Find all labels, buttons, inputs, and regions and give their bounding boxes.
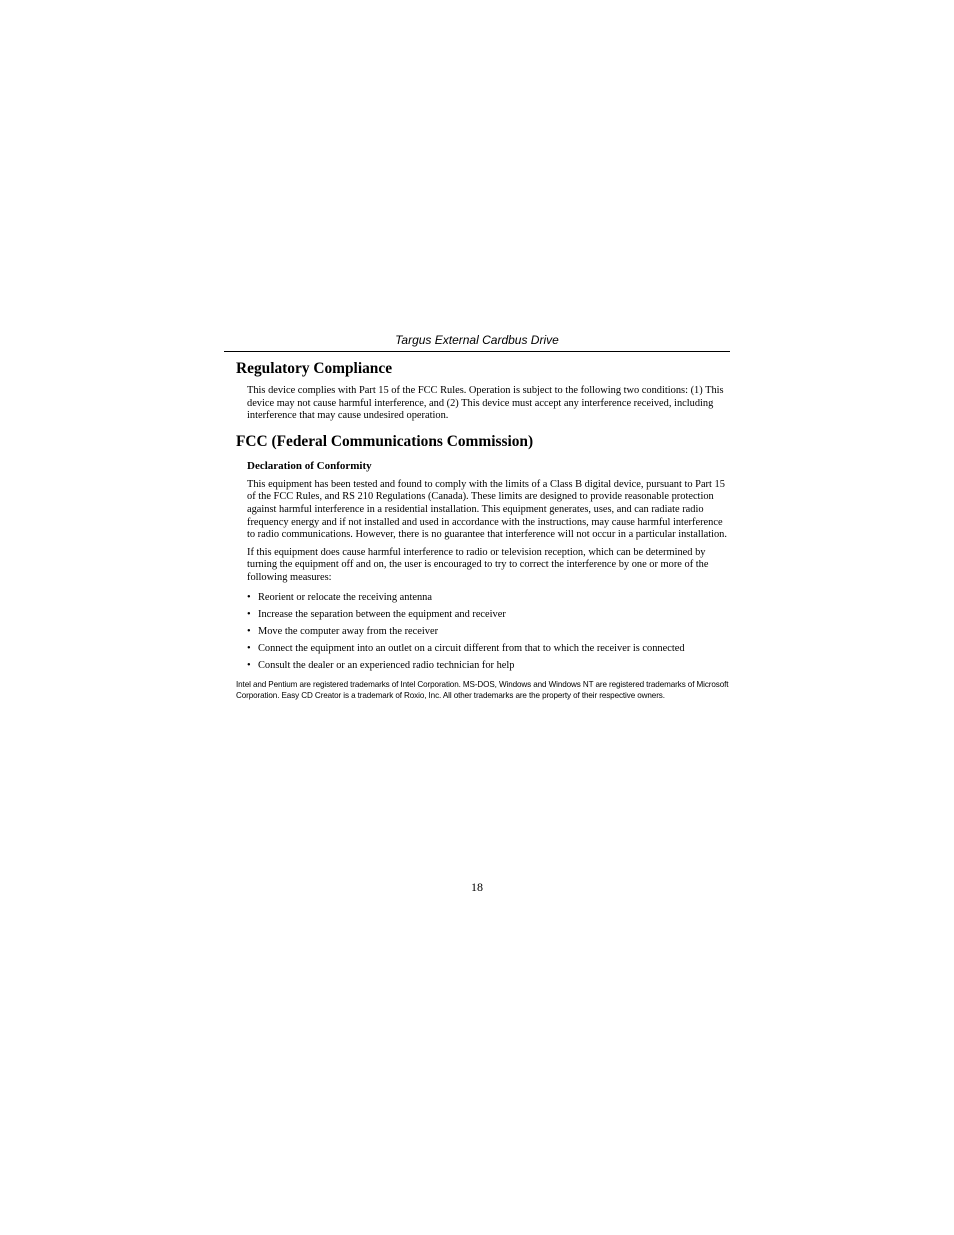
list-item-text: Increase the separation between the equipment and receiver — [258, 608, 506, 620]
page-content — [236, 358, 730, 702]
list-item — [247, 608, 730, 621]
fcc-paragraph-2: If this equipment does cause harmful interference to radio or television reception, which can be determined by turning the equipment off and on, the user is encouraged to try to correct the interference by one or more of the following measures: — [247, 546, 709, 583]
list-item-text: Consult the dealer or an experienced radio technician for help — [258, 659, 515, 671]
regulatory-compliance-body — [247, 385, 730, 423]
page-number: 18 — [471, 880, 483, 894]
list-item — [247, 659, 730, 672]
fcc-paragraph-1: This equipment has been tested and found to comply with the limits of a Class B digital device, pursuant to Part 15 of the FCC Rules, and RS 210 Regulations (Canada). These limits are designed to provide reasonable protection against harmful interference in a residential installation. This equipment generates, uses, and can radiate radio frequency energy and if not installed and used in accordance with the instructions, may cause harmful interference to radio communications. However, there is no guarantee that interference will not occur in a particular installation. — [247, 478, 727, 541]
page-header — [224, 332, 730, 352]
regulatory-compliance-heading: Regulatory Compliance — [236, 360, 393, 377]
running-title: Targus External Cardbus Drive — [395, 333, 559, 347]
fcc-body — [247, 479, 730, 585]
list-item — [247, 642, 730, 655]
list-item — [247, 625, 730, 638]
list-item-text: Reorient or relocate the receiving antenna — [258, 591, 432, 603]
bullet-icon: • — [247, 608, 251, 620]
bullet-icon: • — [247, 642, 251, 654]
trademark-notice: Intel and Pentium are registered trademarks of Intel Corporation. MS-DOS, Windows and Windows NT are registered trademarks of Microsoft Corporation. Easy CD Creator is a trademark of Roxio, Inc. All other trademarks are the property of their respective owners. — [236, 679, 729, 701]
bullet-icon: • — [247, 591, 251, 603]
interference-measures-list — [247, 591, 730, 672]
regulatory-paragraph: This device complies with Part 15 of the FCC Rules. Operation is subject to the following two conditions: (1) This device may not cause harmful interference, and (2) This device must accept any interference received, including interference that may cause undesired operation. — [247, 385, 724, 422]
list-item-text: Connect the equipment into an outlet on a circuit different from that to which the receiver is connected — [258, 642, 685, 654]
bullet-icon: • — [247, 625, 251, 637]
list-item-text: Move the computer away from the receiver — [258, 625, 439, 637]
list-item — [247, 591, 730, 604]
bullet-icon: • — [247, 659, 251, 671]
fcc-heading: FCC (Federal Communications Commission) — [236, 432, 534, 450]
declaration-of-conformity-heading: Declaration of Conformity — [247, 459, 372, 472]
